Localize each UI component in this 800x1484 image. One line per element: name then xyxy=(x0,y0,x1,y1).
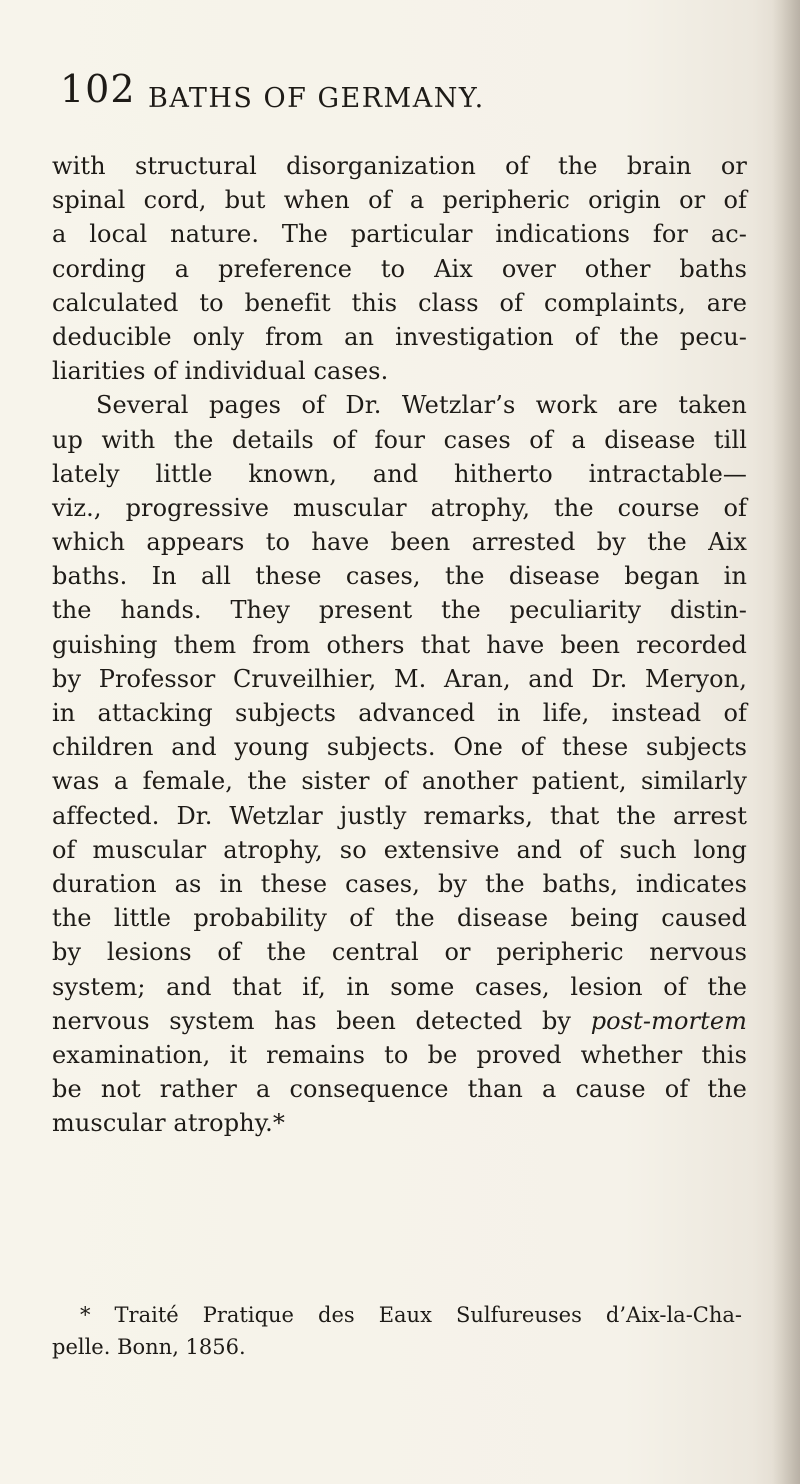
italic-phrase: post-mortem xyxy=(590,1006,747,1035)
page-number: 102 xyxy=(60,67,136,111)
paragraph-2 xyxy=(52,388,747,1140)
text-line: affected. Dr. Wetzlar justly remarks, that the arrest xyxy=(52,801,747,830)
text-line: Several pages of Dr. Wetzlar’s work are taken xyxy=(96,391,747,420)
footnote xyxy=(52,1299,742,1363)
text-line: spinal cord, but when of a peripheric origin or of xyxy=(52,186,747,215)
text-line: which appears to have been arrested by the Aix xyxy=(52,528,747,557)
body-text xyxy=(52,149,747,1140)
text-line: up with the details of four cases of a disease till xyxy=(52,425,747,454)
text-line: viz., progressive muscular atrophy, the course of xyxy=(52,493,747,522)
text-line: by lesions of the central or peripheric nervous xyxy=(52,938,747,967)
text-line: liarities of individual cases. xyxy=(52,357,389,386)
page-header xyxy=(50,67,746,130)
text-line: a local nature. The particular indications for ac- xyxy=(52,220,747,249)
text-line: the little probability of the disease being caused xyxy=(52,904,747,933)
text-line: children and young subjects. One of these subjects xyxy=(52,733,747,762)
text-line: be not rather a consequence than a cause of the xyxy=(52,1075,747,1104)
text-line: deducible only from an investigation of the pecu- xyxy=(52,322,747,351)
text-line: system; and that if, in some cases, lesion of the xyxy=(52,972,747,1001)
text-line-with-italic xyxy=(52,1004,747,1038)
text-line: in attacking subjects advanced in life, instead of xyxy=(52,699,747,727)
running-title: BATHS OF GERMANY. xyxy=(148,83,485,114)
text-line: by Professor Cruveilhier, M. Aran, and Dr. Meryon, xyxy=(52,664,747,693)
text-line: guishing them from others that have been recorded xyxy=(52,630,747,659)
text-line: lately little known, and hitherto intractable— xyxy=(52,459,747,488)
footnote-line: * Traité Pratique des Eaux Sulfureuses d’Aix-la-Cha- xyxy=(80,1303,742,1327)
page-edge-shadow xyxy=(772,0,800,1484)
text-line: the hands. They present the peculiarity distin- xyxy=(52,596,747,625)
text-line: was a female, the sister of another patient, similarly xyxy=(52,767,747,796)
text-line: duration as in these cases, by the baths, indicates xyxy=(52,869,747,898)
paragraph-1 xyxy=(52,149,747,388)
text-line: examination, it remains to be proved whether this xyxy=(52,1040,747,1069)
text-line: with structural disorganization of the brain or xyxy=(52,152,747,180)
footnote-line: pelle. Bonn, 1856. xyxy=(52,1335,246,1359)
text-line: muscular atrophy.* xyxy=(52,1109,286,1138)
text-line: calculated to benefit this class of complaints, are xyxy=(52,288,747,317)
text-line: cording a preference to Aix over other baths xyxy=(52,254,747,283)
text-line: of muscular atrophy, so extensive and of such long xyxy=(52,835,747,864)
text-line: baths. In all these cases, the disease began in xyxy=(52,562,747,591)
text-fragment: nervous system has been detected by xyxy=(52,1006,591,1035)
